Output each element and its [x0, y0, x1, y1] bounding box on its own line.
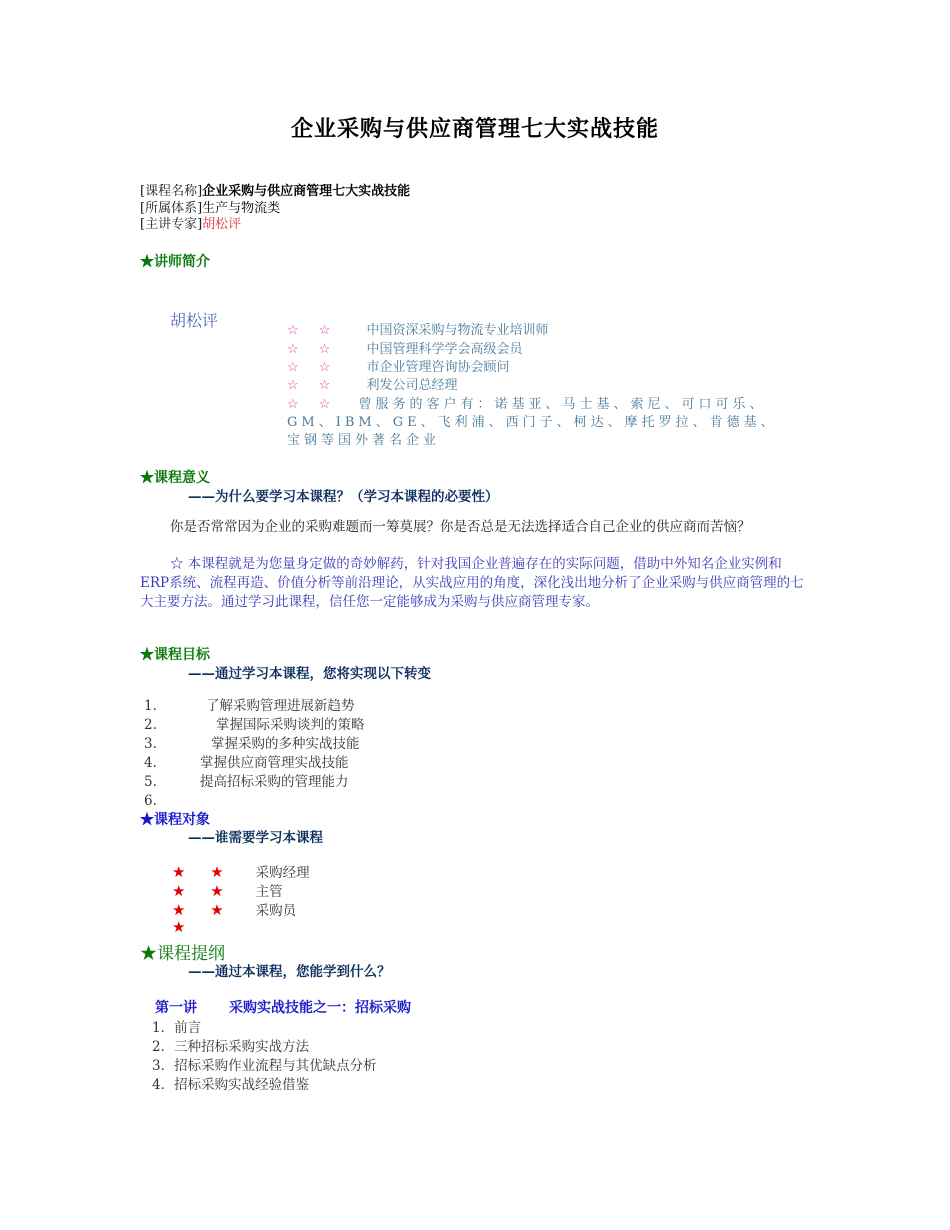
audience-item	[172, 918, 217, 936]
meta-course-value: 企业采购与供应商管理七大实战技能	[202, 184, 411, 199]
significance-paragraph-1: 你是否常常因为企业的采购难题而一筹莫展？你是否总是无法选择适合自己企业的供应商而苦恼？	[170, 519, 751, 535]
significance-paragraph-2: ☆ 本课程就是为您量身定做的奇妙解药，针对我国企业普遍存在的实际问题，借助中外知名企业实例和ERP系统、流程再造、价值分析等前沿理论，从实战应用的角度，深化浅出地分析了企业采购与供应商管理的七大主要方法。通过学习此课程，信任您一定能够成为采购与供应商管理专家。	[140, 556, 804, 610]
credential-item: ☆ ☆ 中国管理科学学会高级会员	[287, 342, 523, 357]
goals-heading: ★课程目标	[140, 647, 210, 663]
lecture-title	[155, 997, 411, 1017]
clients-item	[287, 396, 787, 450]
goal-item: 3. 掌握采购的多种实战技能	[144, 736, 360, 752]
audience-item: ★ ★ 采购员	[172, 901, 297, 919]
lecture-number: 第一讲	[155, 1000, 197, 1016]
meta-expert-label: [主讲专家]	[140, 217, 203, 232]
star-outline-icon: ☆ ☆	[287, 360, 339, 375]
page-title: 企业采购与供应商管理七大实战技能	[290, 116, 659, 142]
star-filled-icon: ★ ★	[172, 901, 234, 919]
star-outline-icon: ☆ ☆	[287, 378, 339, 393]
audience-subheading: ——谁需要学习本课程	[188, 830, 323, 846]
goal-item: 5. 提高招标采购的管理能力	[144, 774, 349, 790]
credential-item: ☆ ☆ 中国资深采购与物流专业培训师	[287, 323, 549, 338]
meta-system-value: 生产与物流类	[202, 201, 281, 216]
clients-text: 曾服务的客户有：诺基亚、马士基、索尼、可口可乐、GM、IBM、GE、飞利浦、西门子、柯达、摩托罗拉、肯德基、宝钢等国外著名企业	[287, 397, 778, 448]
meta-course-label: [课程名称]	[140, 184, 203, 199]
credential-item: ☆ ☆ 市企业管理咨询协会顾问	[287, 360, 510, 375]
meta-system	[140, 200, 280, 217]
credential-item: ☆ ☆ 利发公司总经理	[287, 378, 458, 393]
audience-item: ★ ★ 采购经理	[172, 863, 310, 881]
outline-item: 3．招标采购作业流程与其优缺点分析	[152, 1058, 377, 1074]
meta-system-label: [所属体系]	[140, 201, 203, 216]
outline-item: 4．招标采购实战经验借鉴	[152, 1077, 310, 1093]
significance-heading: ★课程意义	[140, 470, 210, 486]
outline-subheading: ——通过本课程，您能学到什么？	[188, 964, 391, 980]
star-filled-icon: ★ ★	[172, 882, 234, 900]
meta-expert-value: 胡松评	[202, 217, 242, 232]
goal-item: 2. 掌握国际采购谈判的策略	[144, 717, 365, 733]
goal-item: 6.	[144, 793, 157, 809]
audience-heading: ★课程对象	[140, 812, 210, 828]
goal-item: 4. 掌握供应商管理实战技能	[144, 755, 349, 771]
star-outline-icon: ☆ ☆	[287, 323, 339, 338]
lecturer-name: 胡松评	[170, 311, 219, 330]
audience-item: ★ ★ 主管	[172, 882, 283, 900]
outline-heading: ★课程提纲	[140, 944, 225, 964]
star-filled-icon: ★ ★	[172, 863, 234, 881]
significance-subheading: ——为什么要学习本课程？（学习本课程的必要性）	[188, 489, 499, 505]
goal-item: 1. 了解采购管理进展新趋势	[144, 698, 355, 714]
meta-expert	[140, 216, 241, 233]
star-filled-icon: ★	[172, 918, 196, 936]
goals-subheading: ——通过学习本课程，您将实现以下转变	[188, 666, 431, 682]
star-outline-icon: ☆ ☆	[287, 397, 339, 412]
star-outline-icon: ☆ ☆	[287, 342, 339, 357]
meta-course	[140, 183, 410, 200]
outline-item: 1．前言	[152, 1020, 202, 1036]
lecture-name: 采购实战技能之一：招标采购	[229, 1000, 411, 1016]
lecturer-heading: ★讲师简介	[140, 254, 210, 270]
outline-item: 2．三种招标采购实战方法	[152, 1039, 310, 1055]
